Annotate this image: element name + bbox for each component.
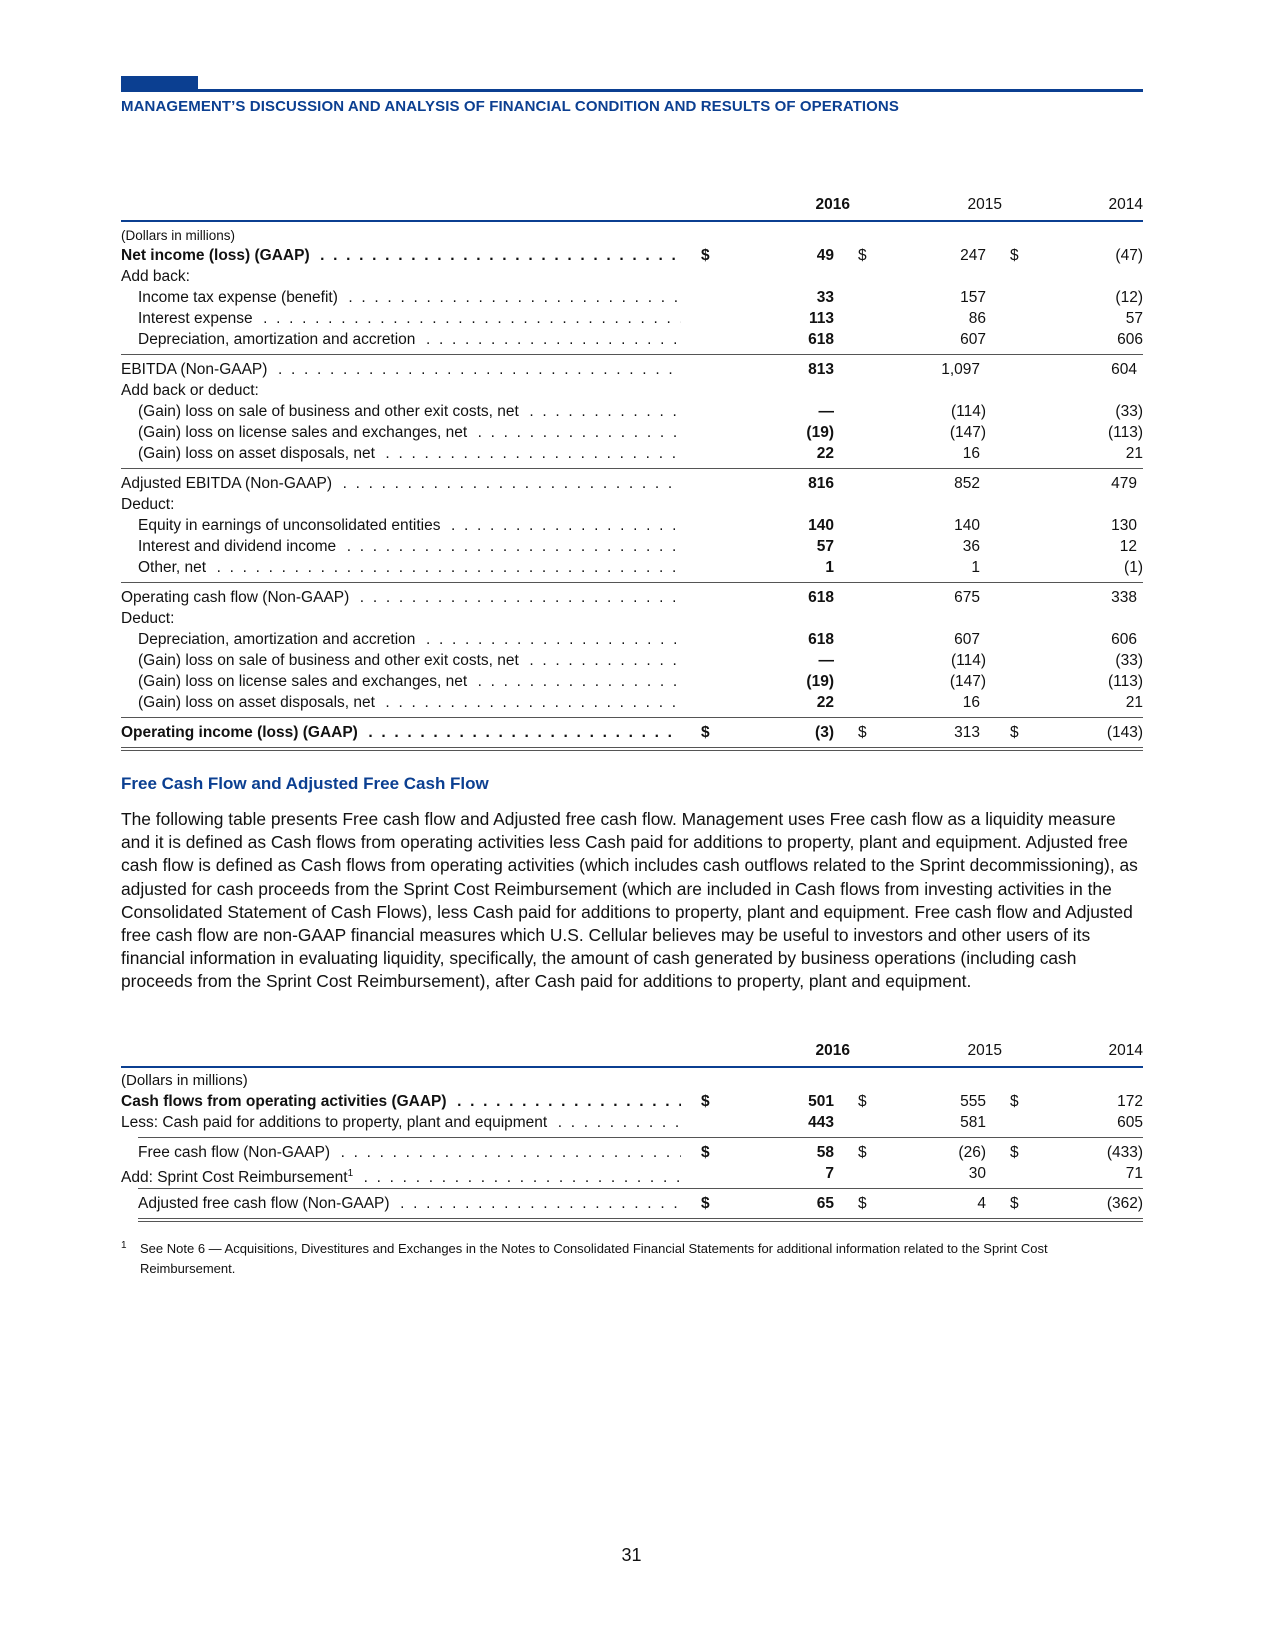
value-2015: 1 [971,559,980,576]
row-label: Free cash flow (Non-GAAP) [138,1144,334,1161]
value-2014: 12 [1119,538,1137,555]
value-2016: 7 [825,1165,834,1182]
value-2016: 618 [808,589,834,606]
value-2015: (26) [958,1144,986,1161]
value-2016: 33 [816,289,834,306]
row-label: (Gain) loss on sale of business and other exit costs, net [138,403,523,420]
value-2015: 852 [954,475,980,492]
table-header-rule [121,1066,1143,1068]
table-row [121,1113,1143,1133]
value-2014: (1) [1124,559,1143,576]
table-row [121,495,1143,515]
column-header-2015: 2015 [967,1042,1002,1059]
total-double-rule [138,1221,1143,1222]
total-double-rule [121,747,1143,748]
row-label: Income tax expense (benefit) [138,289,342,306]
value-2015: 16 [962,445,980,462]
footnote-number: 1 [121,1240,127,1251]
currency-sign: $ [1010,1195,1019,1212]
subtotal-rule [121,717,1143,718]
table-row [121,402,1143,422]
row-label: Adjusted free cash flow (Non-GAAP) [138,1195,394,1212]
value-2014: (362) [1106,1195,1143,1212]
row-label: Net income (loss) (GAAP) [121,247,314,264]
value-2015: 607 [954,631,980,648]
row-label: Depreciation, amortization and accretion [138,631,419,648]
table-row [121,723,1143,743]
row-label: Interest expense [138,310,257,327]
value-2014: 604 [1111,361,1137,378]
table-row [121,444,1143,464]
row-label: Adjusted EBITDA (Non-GAAP) [121,475,336,492]
column-header-2016: 2016 [815,1042,850,1059]
value-2016: 57 [816,538,834,555]
value-2014: (12) [1115,289,1143,306]
value-2016: 618 [808,331,834,348]
value-2016: 22 [816,694,834,711]
value-2015: (147) [949,424,986,441]
currency-sign: $ [701,1093,710,1110]
row-label: (Gain) loss on asset disposals, net [138,694,379,711]
table-row [121,267,1143,287]
currency-sign: $ [701,1144,710,1161]
value-2014: (33) [1115,403,1143,420]
row-label: Add: Sprint Cost Reimbursement [121,1169,348,1187]
value-2014: 605 [1117,1114,1143,1131]
value-2014: 130 [1111,517,1137,534]
currency-sign: $ [858,724,867,741]
table-row [121,1194,1143,1214]
currency-sign: $ [1010,1093,1019,1110]
value-2014: (113) [1107,673,1143,690]
value-2015: 581 [960,1114,986,1131]
total-double-rule [121,750,1143,751]
table-row [121,474,1143,494]
value-2015: 247 [960,247,986,264]
value-2016: — [818,403,834,420]
currency-sign: $ [858,1144,867,1161]
value-2016: 58 [816,1144,834,1161]
table-row [121,1092,1143,1112]
table-header-rule [121,220,1143,222]
row-label: EBITDA (Non-GAAP) [121,361,271,378]
table-row [121,537,1143,557]
section-title: Free Cash Flow and Adjusted Free Cash Flow [121,774,489,793]
subtotal-rule [138,1188,1143,1189]
value-2015: (114) [950,403,986,420]
value-2015: 313 [954,724,980,741]
row-label: (Gain) loss on license sales and exchanges, net [138,673,471,690]
value-2014: 21 [1125,445,1143,462]
value-2014: 479 [1111,475,1137,492]
value-2016: 65 [816,1195,834,1212]
table-row [121,381,1143,401]
value-2016: 501 [808,1093,834,1110]
value-2015: 1,097 [941,361,980,378]
value-2014: 338 [1111,589,1137,606]
value-2014: (433) [1106,1144,1143,1161]
row-label: Equity in earnings of unconsolidated entities [138,517,444,534]
column-header-2015: 2015 [967,196,1002,213]
value-2016: 1 [825,559,834,576]
value-2016: (3) [815,724,834,741]
value-2014: 172 [1117,1093,1143,1110]
value-2016: 816 [808,475,834,492]
value-2016: 140 [808,517,834,534]
body-paragraph: The following table presents Free cash flow and Adjusted free cash flow. Management uses Free cash flow as a liquidity measure and it is defined as Cash flows from operating activities less Cash paid for additions to property, plant and equipment. Adjusted free cash flow is defined as Cash flows from operating activities (which includes cash outflows related to the Sprint decommissioning), as adjusted for cash proceeds from the Sprint Cost Reimbursement (which are included in Cash flows from investing activities in the Consolidated Statement of Cash Flows), less Cash paid for additions to property, plant and equipment. Free cash flow and Adjusted free cash flow are non-GAAP financial measures which U.S. Cellular believes may be useful to investors and other users of its financial information in evaluating liquidity, specifically, the amount of cash generated by business operations (including cash proceeds from the Sprint Cost Reimbursement), after Cash paid for additions to property, plant and equipment. [121,809,1138,992]
value-2015: 607 [960,331,986,348]
table-row [121,516,1143,536]
currency-sign: $ [1010,247,1019,264]
value-2014: 606 [1111,631,1137,648]
row-label: Deduct: [121,496,178,513]
page-number: 31 [621,1545,642,1565]
value-2015: 30 [968,1165,986,1182]
table-row [121,693,1143,713]
currency-sign: $ [858,1195,867,1212]
column-header-2014: 2014 [1108,196,1143,213]
value-2016: (19) [806,424,834,441]
value-2015: 16 [962,694,980,711]
units-label: (Dollars in millions) [121,1072,248,1089]
table-row [121,309,1143,329]
value-2014: (143) [1106,724,1143,741]
column-header-2014: 2014 [1108,1042,1143,1059]
currency-sign: $ [858,1093,867,1110]
value-2016: 49 [816,247,834,264]
value-2014: (113) [1107,424,1143,441]
page-header-title: MANAGEMENT’S DISCUSSION AND ANALYSIS OF FINANCIAL CONDITION AND RESULTS OF OPERATIONS [121,98,899,115]
row-label: (Gain) loss on asset disposals, net [138,445,379,462]
value-2016: — [818,652,834,669]
table-row [121,1143,1143,1163]
table-row [121,360,1143,380]
value-2015: 4 [977,1195,986,1212]
table-row [121,558,1143,578]
header-rule [121,89,1143,92]
value-2014: (47) [1115,247,1143,264]
row-label: Add back or deduct: [121,382,263,399]
table-row [121,651,1143,671]
table-row [121,672,1143,692]
value-2015: (147) [949,673,986,690]
table-row [121,423,1143,443]
table-row [121,330,1143,350]
row-label: Deduct: [121,610,178,627]
row-label: Operating income (loss) (GAAP) [121,724,362,741]
value-2016: 22 [816,445,834,462]
currency-sign: $ [858,247,867,264]
total-double-rule [138,1218,1143,1219]
row-label: (Gain) loss on sale of business and other exit costs, net [138,652,523,669]
subtotal-rule [121,468,1143,469]
value-2015: 157 [960,289,986,306]
value-2015: (114) [950,652,986,669]
row-label: Depreciation, amortization and accretion [138,331,419,348]
table-row [121,288,1143,308]
table-row [121,630,1143,650]
row-label: Operating cash flow (Non-GAAP) [121,589,353,606]
value-2014: 57 [1125,310,1143,327]
row-label: Cash flows from operating activities (GAAP) [121,1093,451,1110]
footnote-text: See Note 6 — Acquisitions, Divestitures and Exchanges in the Notes to Consolidated Financial Statements for additional information related to the Sprint Cost Reimbursement. [140,1241,1048,1276]
table-row [121,588,1143,608]
currency-sign: $ [701,724,710,741]
row-label: Add back: [121,268,194,285]
row-label: (Gain) loss on license sales and exchanges, net [138,424,471,441]
currency-sign: $ [1010,724,1019,741]
value-2015: 140 [954,517,980,534]
subtotal-rule [138,1137,1143,1138]
row-label: Less: Cash paid for additions to property, plant and equipment [121,1114,551,1131]
table-row [121,1164,1143,1187]
currency-sign: $ [701,247,710,264]
value-2015: 555 [960,1093,986,1110]
column-header-2016: 2016 [815,196,850,213]
value-2016: 443 [808,1114,834,1131]
subtotal-rule [121,354,1143,355]
value-2016: 618 [808,631,834,648]
row-label: Interest and dividend income [138,538,340,555]
value-2015: 86 [968,310,986,327]
value-2015: 675 [954,589,980,606]
value-2014: (33) [1115,652,1143,669]
subtotal-rule [121,582,1143,583]
currency-sign: $ [701,1195,710,1212]
value-2015: 36 [962,538,980,555]
header-accent-block [121,76,198,90]
value-2016: 813 [808,361,834,378]
value-2014: 21 [1125,694,1143,711]
value-2016: 113 [808,310,834,327]
row-label: Other, net [138,559,210,576]
currency-sign: $ [1010,1144,1019,1161]
units-label: (Dollars in millions) [121,228,236,243]
value-2014: 606 [1117,331,1143,348]
value-2014: 71 [1125,1165,1143,1182]
value-2016: (19) [806,673,834,690]
footnote-marker: 1 [347,1168,354,1179]
table-row [121,609,1143,629]
table-row [121,246,1143,266]
